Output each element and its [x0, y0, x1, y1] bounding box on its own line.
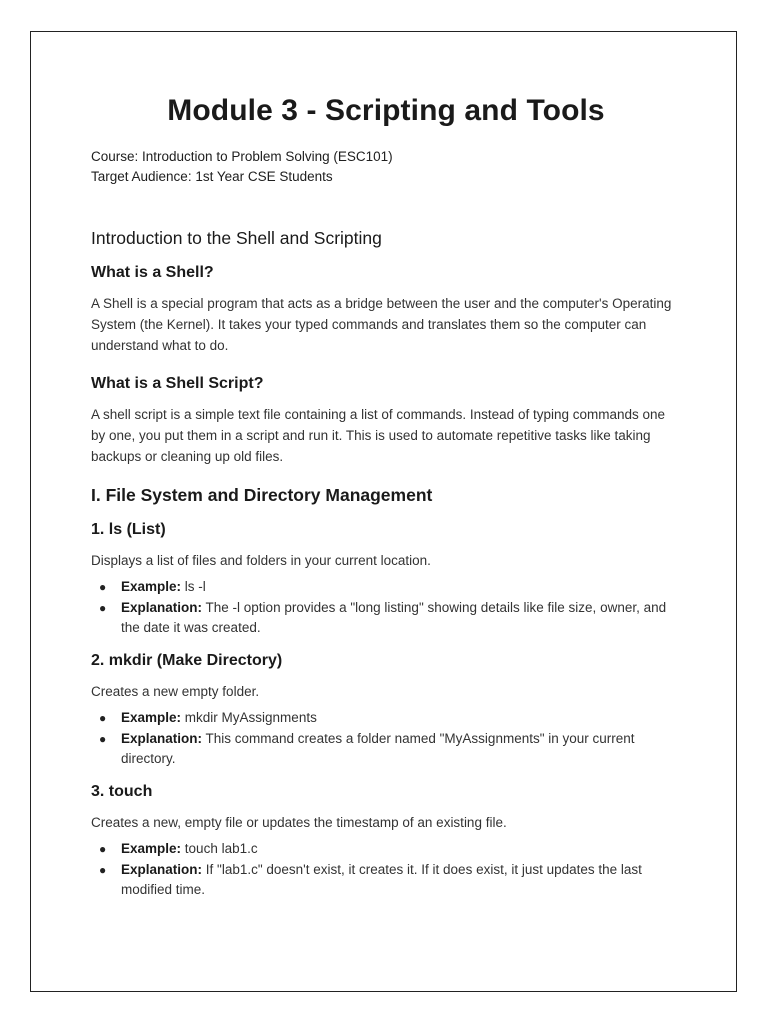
explanation-label: Explanation:: [121, 730, 203, 746]
command-mkdir: [91, 652, 681, 770]
page-title: Module 3 - Scripting and Tools: [167, 94, 605, 127]
intro-section: [91, 228, 681, 249]
explanation-label: Explanation:: [121, 861, 203, 877]
explanation-label: Explanation:: [121, 599, 203, 615]
list-item: [91, 598, 681, 639]
command-description: Creates a new empty folder.: [91, 684, 260, 699]
example-label: Example:: [121, 579, 182, 594]
bullet-icon: ●: [99, 580, 107, 594]
command-ls: [91, 521, 681, 639]
document-page: [30, 31, 737, 992]
command-heading: 2. mkdir (Make Directory): [91, 652, 283, 669]
example-label: Example:: [121, 841, 182, 856]
list-item: [91, 729, 681, 770]
shell-paragraph: A Shell is a special program that acts as a bridge between the user and the computer's Operating System (the Kernel). It takes your typed commands and translates them so the computer can understand what to do.: [91, 296, 672, 353]
script-subsection: [91, 375, 681, 467]
example-label: Example:: [121, 710, 182, 725]
command-details: [91, 708, 681, 770]
list-item: [91, 839, 681, 860]
command-details: [91, 839, 681, 901]
explanation-value: This command creates a folder named "MyAssignments" in your current directory.: [121, 730, 635, 766]
explanation-value: If "lab1.c" doesn't exist, it creates it. If it does exist, it just updates the last modified time.: [121, 861, 642, 897]
command-details: [91, 577, 681, 639]
bullet-icon: ●: [99, 862, 107, 877]
filesystem-section: [91, 485, 681, 506]
course-meta: [91, 147, 393, 187]
script-paragraph: A shell script is a simple text file containing a list of commands. Instead of typing commands one by one, you put them in a script and run it. This is used to automate repetitive tasks like taking backups or cleaning up old files.: [91, 407, 666, 464]
shell-subsection: [91, 264, 681, 356]
bullet-icon: ●: [99, 842, 107, 856]
filesystem-heading: I. File System and Directory Management: [91, 485, 433, 505]
intro-heading: Introduction to the Shell and Scripting: [91, 228, 382, 248]
script-heading: What is a Shell Script?: [91, 375, 264, 392]
example-value: ls -l: [184, 579, 206, 594]
list-item: [91, 708, 681, 729]
audience-line: Target Audience: 1st Year CSE Students: [91, 169, 333, 184]
list-item: [91, 860, 681, 901]
example-value: touch lab1.c: [184, 841, 258, 856]
explanation-value: The -l option provides a "long listing" showing details like file size, owner, and the date it was created.: [121, 599, 667, 635]
shell-heading: What is a Shell?: [91, 264, 214, 281]
command-description: Displays a list of files and folders in your current location.: [91, 553, 431, 568]
bullet-icon: ●: [99, 731, 107, 746]
list-item: [91, 577, 681, 598]
example-value: mkdir MyAssignments: [184, 710, 317, 725]
bullet-icon: ●: [99, 600, 107, 615]
command-touch: [91, 783, 681, 901]
command-heading: 3. touch: [91, 783, 153, 800]
course-line: Course: Introduction to Problem Solving (ESC101): [91, 149, 393, 164]
bullet-icon: ●: [99, 711, 107, 725]
command-description: Creates a new, empty file or updates the timestamp of an existing file.: [91, 815, 507, 830]
command-heading: 1. ls (List): [91, 521, 166, 538]
